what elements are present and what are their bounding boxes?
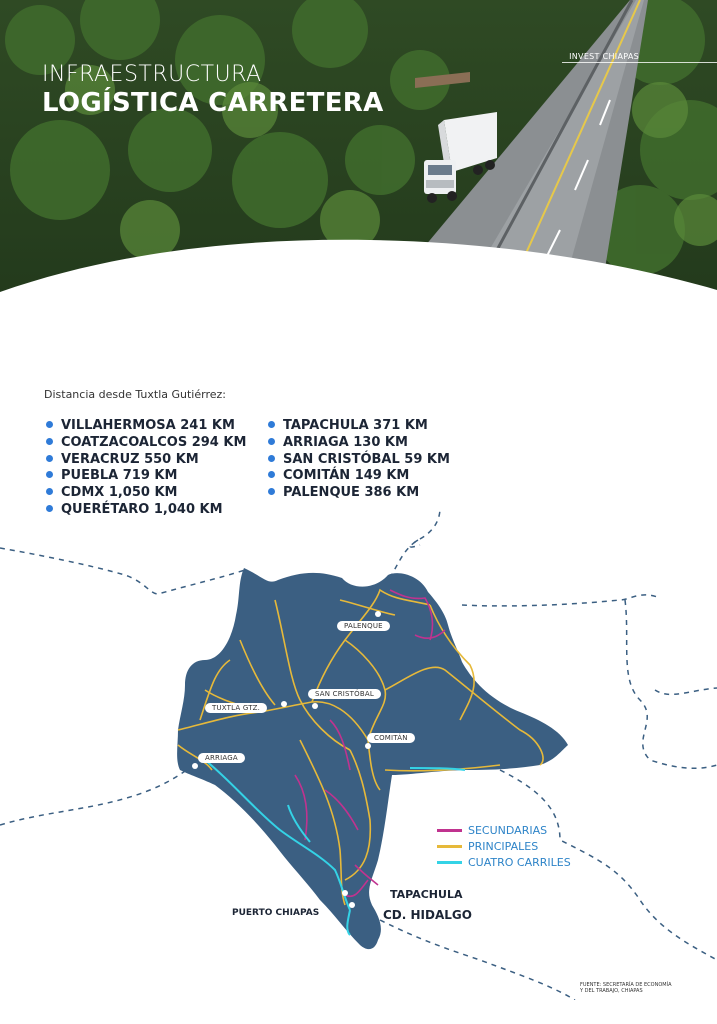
city-label-tapachula: TAPACHULA [390,888,463,901]
legend-swatch [437,861,462,864]
distance-item: COATZACOALCOS 294 KM [46,435,246,452]
bullet-icon [46,488,53,495]
legend-swatch [437,829,462,832]
distance-item: QUERÉTARO 1,040 KM [46,502,246,519]
brand-tag: INVEST CHIAPAS [569,52,639,61]
hero-photo [0,0,717,300]
distance-item: COMITÁN 149 KM [268,468,450,485]
city-label-cd-hidalgo: CD. HIDALGO [383,908,472,922]
map-legend [437,822,571,870]
bullet-icon [268,421,275,428]
distance-item: VILLAHERMOSA 241 KM [46,418,246,435]
distance-item: PUEBLA 719 KM [46,468,246,485]
city-label-san-cristobal: SAN CRISTÓBAL [308,689,381,699]
distance-item: TAPACHULA 371 KM [268,418,450,435]
page-title-line-1: INFRAESTRUCTURA [42,62,262,87]
bullet-icon [46,455,53,462]
bullet-icon [46,471,53,478]
distance-item: ARRIAGA 130 KM [268,435,450,452]
city-label-arriaga: ARRIAGA [198,753,245,763]
bullet-icon [268,471,275,478]
page-title-line-2: LOGÍSTICA CARRETERA [42,88,384,118]
legend-swatch [437,845,462,848]
distance-item: PALENQUE 386 KM [268,485,450,502]
distance-item: VERACRUZ 550 KM [46,452,246,469]
bullet-icon [46,421,53,428]
city-label-palenque: PALENQUE [337,621,390,631]
bullet-icon [268,488,275,495]
distance-intro: Distancia desde Tuxtla Gutiérrez: [44,388,226,401]
distance-list-right [268,418,450,502]
bullet-icon [268,438,275,445]
distance-item: CDMX 1,050 KM [46,485,246,502]
legend-item-secundarias: SECUNDARIAS [437,822,571,838]
brand-divider [562,62,717,63]
chiapas-road-map [0,500,717,1000]
distance-item: SAN CRISTÓBAL 59 KM [268,452,450,469]
source-note: FUENTE: SECRETARÍA DE ECONOMÍA Y DEL TRABAJO, CHIAPAS [580,982,672,994]
city-label-puerto-chiapas: PUERTO CHIAPAS [232,908,320,918]
legend-item-principales: PRINCIPALES [437,838,571,854]
legend-item-cuatro-carriles: CUATRO CARRILES [437,854,571,870]
bullet-icon [268,455,275,462]
bullet-icon [46,438,53,445]
city-label-tuxtla: TUXTLA GTZ. [205,703,267,713]
city-label-comitan: COMITÁN [367,733,415,743]
